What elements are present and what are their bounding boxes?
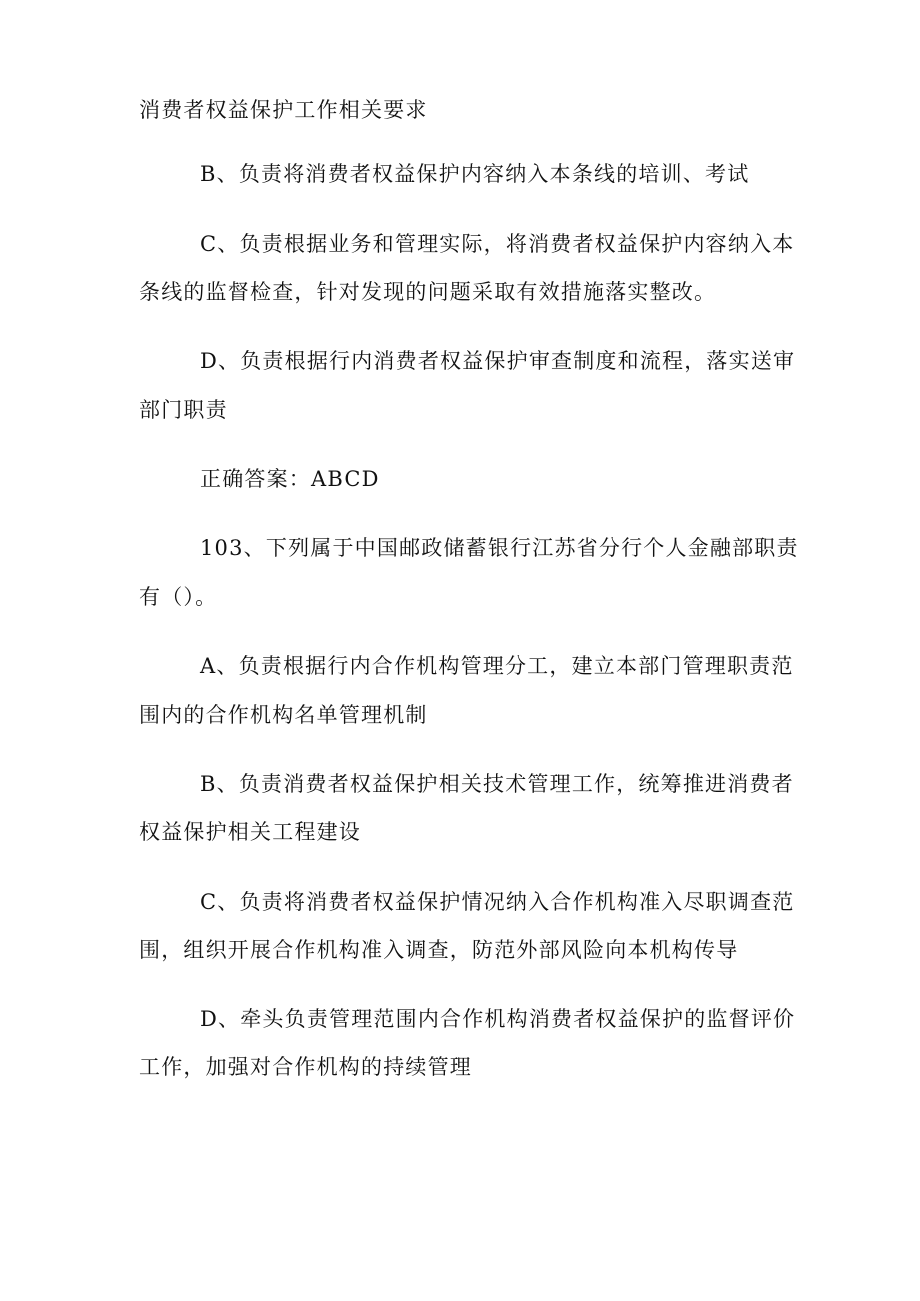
question-103: 103、下列属于中国邮政储蓄银行江苏省分行个人金融部职责 [200,536,799,560]
option-c-prev-question: C、负责根据业务和管理实际，将消费者权益保护内容纳入本 [200,232,795,256]
option-d-prev-question-cont: 部门职责 [139,398,228,422]
text-line-continuation: 消费者权益保护工作相关要求 [139,98,428,122]
option-d: D、牵头负责管理范围内合作机构消费者权益保护的监督评价 [200,1007,796,1031]
option-b: B、负责消费者权益保护相关技术管理工作，统筹推进消费者 [200,772,794,796]
option-d-cont: 工作，加强对合作机构的持续管理 [139,1055,472,1079]
option-c-cont: 围，组织开展合作机构准入调查，防范外部风险向本机构传导 [139,938,739,962]
option-a-cont: 围内的合作机构名单管理机制 [139,703,428,727]
option-b-prev-question: B、负责将消费者权益保护内容纳入本条线的培训、考试 [200,162,750,186]
correct-answer: 正确答案：ABCD [200,467,380,491]
option-d-prev-question: D、负责根据行内消费者权益保护审查制度和流程，落实送审 [200,349,796,373]
option-c-prev-question-cont: 条线的监督检查，针对发现的问题采取有效措施落实整改。 [139,280,717,304]
option-b-cont: 权益保护相关工程建设 [139,820,361,844]
question-103-cont: 有（）。 [139,585,218,609]
option-a: A、负责根据行内合作机构管理分工，建立本部门管理职责范 [200,654,794,678]
option-c: C、负责将消费者权益保护情况纳入合作机构准入尽职调查范 [200,890,795,914]
